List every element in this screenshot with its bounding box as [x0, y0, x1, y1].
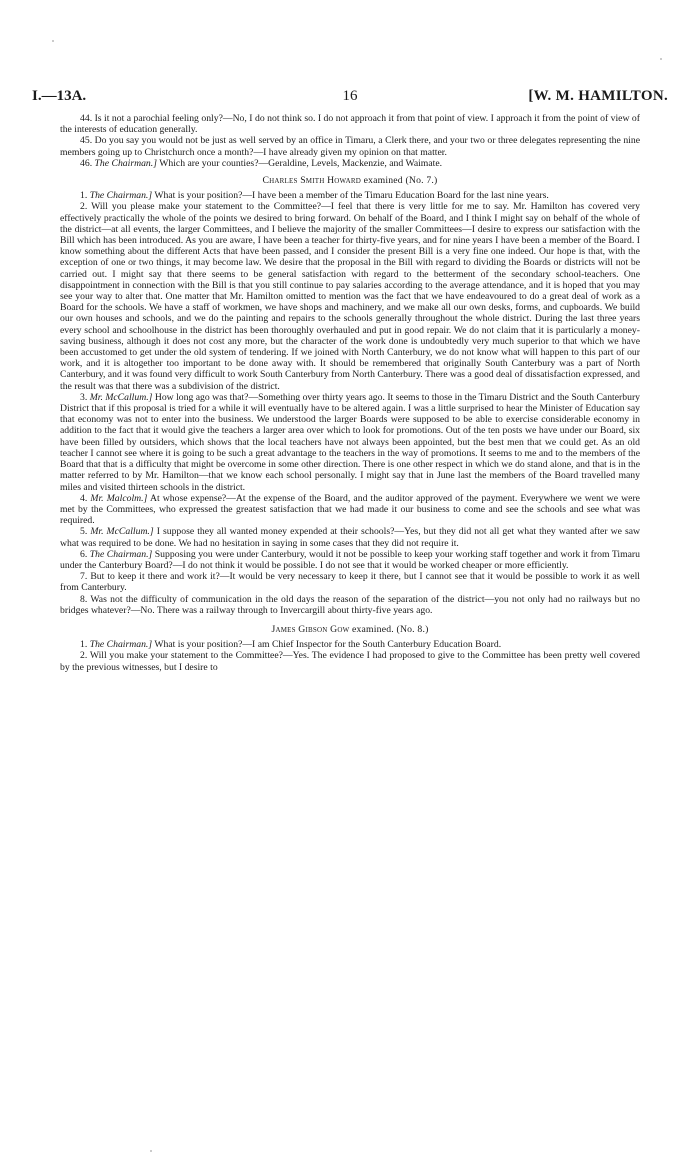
question-text: Is it not a parochial feeling only?—No, I do not think so. I do not approach it from that point of view. I approach it from the point of view of the interests of education generally. [60, 113, 640, 136]
question-paragraph [60, 190, 640, 201]
speaker-label: The Chairman.] [89, 639, 153, 651]
page-header [32, 88, 668, 108]
question-number: 46. [80, 157, 93, 169]
speaker-label: The Chairman.] [89, 548, 153, 560]
question-paragraph [60, 135, 640, 157]
speaker-label: Mr. Malcolm.] [90, 492, 148, 504]
witness-name: [W. M. HAMILTON. [528, 88, 668, 104]
speaker-label: The Chairman.] [94, 157, 157, 169]
question-number: 2. [80, 650, 88, 662]
question-text: But to keep it there and work it?—It would be very necessary to keep it there, but I cannot see that it would be possible to work it as well from Canterbury. [60, 571, 640, 594]
speaker-label: Mr. McCallum.] [90, 526, 154, 538]
question-number: 3. [80, 391, 88, 403]
evidence-text [60, 113, 640, 673]
witness-heading-howard [60, 175, 640, 186]
question-text: I suppose they all wanted money expended at their schools?—Yes, but they did not all get what they wanted after we saw what was required to be done. We had no hesitation in saying in some cases that they did not require it. [60, 526, 641, 549]
evidence-section-gow [60, 639, 640, 673]
question-paragraph [60, 201, 640, 391]
question-text: How long ago was that?—Something over thirty years ago. It seems to those in the Timaru District and the South Canterbury District that if this proposal is tried for a while it will eventually have to be altered again. I was a little surprised to hear the Minister of Education say that economy was not to enter into the business. We understood the larger Boards were supposed to be able to exercise considerable economy in addition to the fact that it would give the teachers a larger area over which to look for promotions. Out of the ten posts we have under our Board, six have been filled by outsiders, which shows that the local teachers have not always been appointed, but the best men that we could get. As an old teacher I cannot see where it is going to be such a great advantage to the teachers in the way of promotions. It seems to me and to the members of the Board that that is a difficulty that might be overcome in some other direction. There is one other respect in which we do stand alone, and that is in the matter referred to by Mr. Hamilton—that we know each school personally. I might say that in June last the members of the Board travelled many miles and visited thirteen schools in the district. [60, 391, 641, 493]
question-number: 4. [80, 492, 88, 504]
question-paragraph [60, 594, 640, 616]
witness-heading-suffix: examined (No. 7.) [363, 175, 438, 187]
evidence-section-howard [60, 190, 640, 616]
question-paragraph [60, 113, 640, 135]
page-number: 16 [342, 88, 358, 104]
document-reference: I.—13A. [32, 88, 87, 104]
witness-heading-name: Charles Smith Howard [262, 175, 361, 187]
speaker-label: The Chairman.] [89, 190, 153, 202]
question-number: 2. [80, 201, 88, 213]
question-text: Will you make your statement to the Committee?—Yes. The evidence I had proposed to give to the Committee has been pretty well covered by the previous witnesses, but I desire to [60, 650, 640, 673]
question-number: 44. [80, 113, 93, 124]
scan-speck [150, 1150, 152, 1152]
scan-speck [52, 40, 54, 42]
question-paragraph [60, 549, 640, 571]
question-paragraph [60, 493, 640, 527]
question-paragraph [60, 392, 640, 493]
question-number: 1. [80, 639, 88, 651]
question-text: Supposing you were under Canterbury, would it not be possible to keep your working staff together and work it from Timaru under the Canterbury Board?—I do not think it would be possible. I do not see that it would be worked cheaper or more efficiently. [60, 548, 640, 571]
evidence-section-hamilton [60, 113, 640, 169]
question-paragraph [60, 571, 640, 593]
question-text: What is your position?—I am Chief Inspector for the South Canterbury Education Board. [154, 639, 502, 651]
question-text: Do you say you would not be just as well served by an office in Timaru, a Clerk there, and your two or three delegates representing the nine members going up to Christchurch once a month?—I have already given my opinion on that matter. [60, 135, 641, 158]
witness-heading-name: James Gibson Gow [271, 623, 350, 635]
question-text: Was not the difficulty of communication in the old days the reason of the separation of the district—you not only had no railways but no bridges whatever?—No. There was a railway through to Invercargill about thirty-five years ago. [60, 593, 641, 616]
question-paragraph [60, 650, 640, 672]
question-text: Which are your counties?—Geraldine, Levels, Mackenzie, and Waimate. [159, 157, 443, 169]
witness-heading-suffix: examined. (No. 8.) [352, 623, 429, 635]
question-paragraph [60, 639, 640, 650]
question-paragraph [60, 526, 640, 548]
question-number: 5. [80, 526, 88, 538]
question-number: 8. [80, 593, 88, 605]
question-number: 7. [80, 571, 88, 583]
question-number: 1. [80, 190, 88, 202]
question-text: Will you please make your statement to the Committee?—I feel that there is very little for me to say. Mr. Hamilton has covered very effectively practically the whole of the points we desired to bring forward. On behalf of the Board, and I think I might say on behalf of the whole of the district—at all events, the larger Committees, and I believe the majority of the smaller Committees—I desire to express our satisfaction with the Bill which has been introduced. As you are aware, I have been a teacher for thirty-five years, and for nine years I have been a member of the Board. I know something about the different Acts that have been passed, and I consider the present Bill is a very fine one indeed. Our hope is that, with the exception of one or two things, it may become law. We desire that the proposal in the Bill with regard to dividing the Boards or districts will not be carried out. I might say that there seems to be general satisfaction with regard to the betterment of the secondary school-teachers. One disappointment in connection with the Bill is that you still continue to pay salaries according to the average attendance, and it is hoped that you may see your way to alter that. One matter that Mr. Hamilton omitted to mention was the fact that we have endeavoured to do a great deal of work as a Board for the schools. We have a staff of workmen, we have shops and machinery, and we make all our own desks, forms, and cupboards. We build our own houses and schools, and we do the painting and repairs to the schools generally throughout the whole district. During the last three years every school and schoolhouse in the district has been thoroughly overhauled and put in good repair. We do not claim that it is particularly a money-saving business, although it does not cost any more, but the character of the work done is undoubtedly very much superior to that which we have been accustomed to get under the old system of tendering. If we joined with North Canterbury, we do not know what will happen to this part of our work, and it is altogether too important to be done away with. It should be remembered that originally South Canterbury was a part of North Canterbury, and it was found very difficult to work South Canterbury from North Canterbury. There was a good deal of dissatisfaction expressed, and the result was that there was a subdivision of the district. [60, 201, 640, 392]
question-paragraph [60, 158, 640, 169]
witness-heading-gow [60, 624, 640, 635]
speaker-label: Mr. McCallum.] [89, 391, 153, 403]
question-number: 45. [80, 135, 93, 147]
question-text: What is your position?—I have been a member of the Timaru Education Board for the last nine years. [154, 190, 549, 202]
scan-speck [660, 58, 662, 60]
question-number: 6. [80, 548, 88, 560]
question-text: At whose expense?—At the expense of the Board, and the auditor approved of the payment. Everywhere we went we were met by the Committees, who expressed the greatest satisfaction that we had made it our business to come and see the schools and see what was required. [60, 492, 640, 527]
